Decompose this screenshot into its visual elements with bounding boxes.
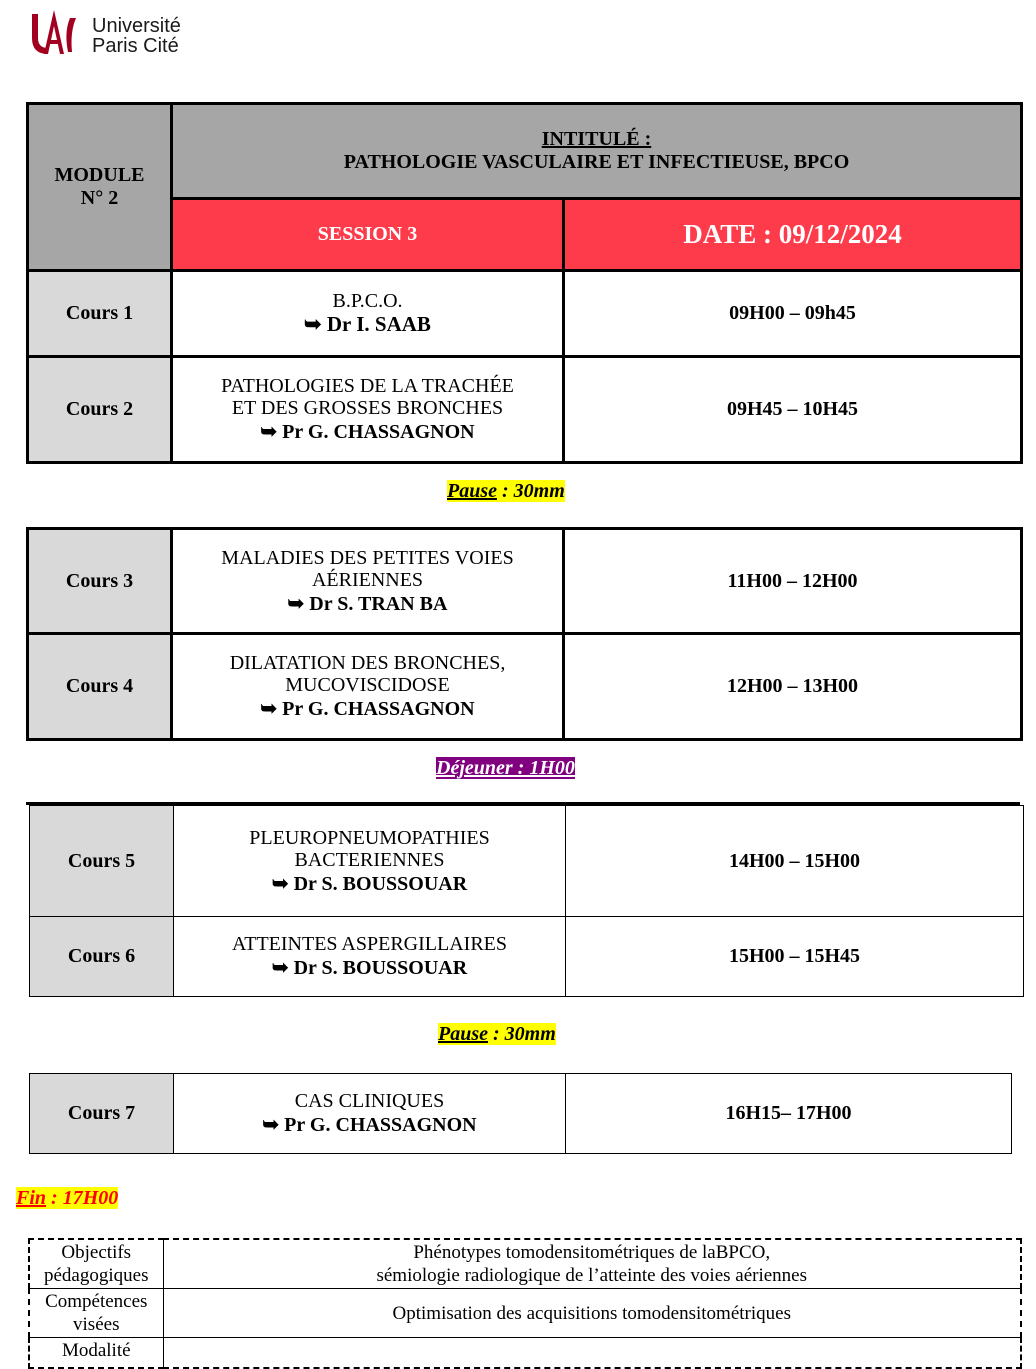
course-title: PATHOLOGIES DE LA TRACHÉE [221, 375, 514, 397]
objective-label-line: pédagogiques [44, 1265, 149, 1286]
objective-label-line: Objectifs [61, 1242, 132, 1263]
course-time: 11H00 – 12H00 [564, 529, 1022, 634]
objective-value [163, 1239, 1021, 1289]
modalite-label: Modalité [29, 1338, 163, 1368]
pause-duration: : 30mm [497, 480, 565, 502]
course-title-cell [172, 529, 564, 634]
objective-label [29, 1239, 163, 1289]
course-speaker: ➥ Dr S. BOUSSOUAR [271, 872, 468, 895]
course-title: DILATATION DES BRONCHES, [229, 652, 506, 674]
competence-label-line: Compétences [45, 1291, 148, 1312]
course-label: Cours 1 [28, 271, 172, 357]
pause-word: Pause [447, 480, 497, 502]
session-label: SESSION 3 [172, 199, 564, 271]
intitule-heading: INTITULÉ : [541, 128, 652, 150]
objective-value-line: sémiologie radiologique de l’atteinte des voies aériennes [376, 1265, 808, 1286]
schedule-table-2 [26, 527, 1023, 741]
module-cell [28, 104, 172, 271]
schedule-table-3 [29, 805, 1024, 997]
schedule-table-4 [29, 1073, 1012, 1154]
lunch-break [436, 757, 575, 780]
course-title-cell [172, 357, 564, 463]
module-label: MODULE [54, 164, 145, 186]
course-time: 09H00 – 09h45 [564, 271, 1022, 357]
course-speaker: ➥ Pr G. CHASSAGNON [260, 421, 475, 443]
pause-word: Pause [438, 1023, 488, 1045]
course-time: 15H00 – 15H45 [566, 917, 1024, 997]
course-title-cell [172, 634, 564, 740]
course-label: Cours 7 [30, 1074, 174, 1154]
course-label: Cours 4 [28, 634, 172, 740]
competence-label-line: visées [73, 1314, 120, 1335]
course-title: ATTEINTES ASPERGILLAIRES [232, 933, 507, 955]
course-title-cell [174, 917, 566, 997]
objectives-table [28, 1238, 1022, 1369]
course-label: Cours 5 [30, 806, 174, 917]
course-title: MALADIES DES PETITES VOIES [221, 546, 514, 569]
course-title-cell [174, 806, 566, 917]
logo-text [92, 16, 181, 56]
course-title: CAS CLINIQUES [294, 1090, 445, 1112]
course-title: BACTERIENNES [294, 848, 445, 871]
fin-time: : 17H00 [46, 1187, 119, 1209]
pause-duration: : 30mm [488, 1023, 556, 1045]
end-time [16, 1187, 118, 1210]
course-time: 14H00 – 15H00 [566, 806, 1024, 917]
schedule-table-1 [26, 102, 1023, 464]
intitule-cell [172, 104, 1022, 199]
lunch-label: Déjeuner : 1H00 [436, 757, 575, 779]
course-time: 16H15– 17H00 [566, 1074, 1012, 1154]
course-title: AÉRIENNES [311, 568, 424, 591]
course-title: ET DES GROSSES BRONCHES [231, 397, 504, 419]
modalite-value [163, 1338, 1021, 1368]
course-title: MUCOVISCIDOSE [285, 674, 450, 696]
session-date: DATE : 09/12/2024 [564, 199, 1022, 271]
university-logo [30, 8, 210, 60]
course-speaker: ➥ Pr G. CHASSAGNON [260, 698, 475, 720]
course-label: Cours 2 [28, 357, 172, 463]
course-title: PLEUROPNEUMOPATHIES [249, 826, 490, 849]
logo-line-1: Université [92, 15, 181, 37]
course-title-cell [174, 1074, 566, 1154]
competence-label [29, 1289, 163, 1338]
module-number: N° 2 [80, 187, 119, 209]
course-speaker: ➥ Dr S. TRAN BA [287, 592, 448, 615]
logo-emblem-icon [30, 8, 78, 58]
course-title-cell [172, 271, 564, 357]
course-speaker: ➥ Dr S. BOUSSOUAR [271, 957, 468, 979]
course-time: 12H00 – 13H00 [564, 634, 1022, 740]
intitule-title: PATHOLOGIE VASCULAIRE ET INFECTIEUSE, BPCO [343, 151, 850, 173]
pause-1 [447, 480, 565, 503]
objective-value-line: Phénotypes tomodensitométriques de laBPCO, [413, 1242, 771, 1263]
competence-value: Optimisation des acquisitions tomodensitométriques [163, 1289, 1021, 1338]
course-time: 09H45 – 10H45 [564, 357, 1022, 463]
fin-word: Fin [16, 1187, 47, 1209]
logo-line-2: Paris Cité [92, 35, 179, 57]
course-title: B.P.C.O. [332, 290, 403, 312]
course-speaker: ➥ Dr I. SAAB [304, 312, 431, 336]
course-speaker: ➥ Pr G. CHASSAGNON [262, 1114, 477, 1136]
course-label: Cours 6 [30, 917, 174, 997]
course-label: Cours 3 [28, 529, 172, 634]
pause-2 [438, 1023, 556, 1046]
